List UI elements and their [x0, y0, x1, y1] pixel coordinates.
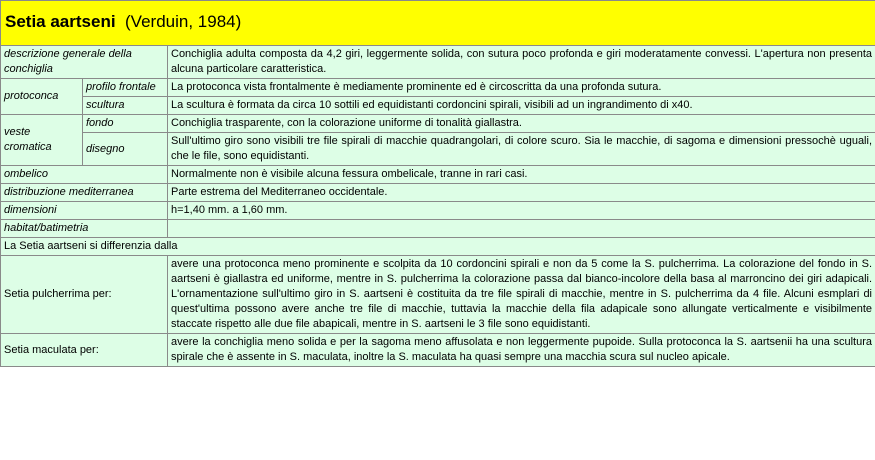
row-differenze-intro [1, 238, 875, 256]
text-fondo: Conchiglia trasparente, con la colorazione uniforme di tonalità giallastra. [168, 115, 875, 133]
label-profilo-frontale: profilo frontale [83, 79, 168, 97]
text-habitat [168, 220, 875, 238]
label-descrizione: descrizione generale della conchiglia [1, 46, 168, 79]
row-ombelico [1, 166, 875, 184]
row-distribuzione [1, 184, 875, 202]
row-descrizione [1, 46, 875, 79]
text-scultura: La scultura è formata da circa 10 sottili ed equidistanti cordoncini spirali, visibili ad un ingrandimento di x40. [168, 97, 875, 115]
row-dimensioni [1, 202, 875, 220]
label-protoconca: protoconca [1, 79, 83, 115]
label-pulcherrima: Setia pulcherrima per: [1, 256, 168, 334]
label-veste-cromatica: veste cromatica [1, 115, 83, 166]
label-fondo: fondo [83, 115, 168, 133]
text-maculata: avere la conchiglia meno solida e per la sagoma meno affusolata e non leggermente pupoide. Sulla protoconca la S. aartsenii ha una scultura spirale che è assente in S. maculata, inoltre la S. maculata ha quasi sempre una macchia scura sul nucleo apicale. [168, 334, 875, 367]
text-descrizione: Conchiglia adulta composta da 4,2 giri, leggermente solida, con sutura poco profonda e giri moderatamente convessi. L'apertura non presenta alcuna particolare caratteristica. [168, 46, 875, 79]
text-pulcherrima: avere una protoconca meno prominente e scolpita da 10 cordoncini spirali e non da 5 come la S. pulcherrima. La colorazione del fondo in S. aartseni è giallastra ed uniforme, mentre in S. pulcherrima la colorazione passa dal bianco-incolore della basa al marroncino dei giri adapicali. L'ornamentazione sull'ultimo giro in S. aartseni è costituita da tre file spirali di macchie, mentre in S. pulcherrima da 4 file. Alcuni esmplari di quest'ultima possono avere anche tre file di macchie, tuttavia la macchie della fila adapicale sono allungate verticalmente e visibilmente staccate rispetto alle due file abapicali, mentre in S. aartseni le 3 file sono equidistanti. [168, 256, 875, 334]
row-differenza-pulcherrima [1, 256, 875, 334]
row-protoconca-profilo [1, 79, 875, 97]
species-name: Setia aartseni [5, 12, 116, 31]
label-dimensioni: dimensioni [1, 202, 168, 220]
species-title [1, 1, 875, 46]
species-author: (Verduin, 1984) [125, 12, 242, 31]
row-habitat [1, 220, 875, 238]
label-habitat: habitat/batimetria [1, 220, 168, 238]
row-veste-disegno [1, 133, 875, 166]
label-disegno: disegno [83, 133, 168, 166]
label-scultura: scultura [83, 97, 168, 115]
title-row [1, 1, 875, 46]
row-protoconca-scultura [1, 97, 875, 115]
differenze-intro: La Setia aartseni si differenzia dalla [1, 238, 875, 256]
text-ombelico: Normalmente non è visibile alcuna fessura ombelicale, tranne in rari casi. [168, 166, 875, 184]
label-distribuzione: distribuzione mediterranea [1, 184, 168, 202]
row-veste-fondo [1, 115, 875, 133]
row-differenza-maculata [1, 334, 875, 367]
text-dimensioni: h=1,40 mm. a 1,60 mm. [168, 202, 875, 220]
text-disegno: Sull'ultimo giro sono visibili tre file spirali di macchie quadrangolari, di colore scuro. Sia le macchie, di sagoma e dimensioni pressochè uguali, che le file, sono equidistanti. [168, 133, 875, 166]
text-profilo-frontale: La protoconca vista frontalmente è mediamente prominente ed è circoscritta da una profonda sutura. [168, 79, 875, 97]
text-distribuzione: Parte estrema del Mediterraneo occidentale. [168, 184, 875, 202]
label-maculata: Setia maculata per: [1, 334, 168, 367]
label-ombelico: ombelico [1, 166, 168, 184]
